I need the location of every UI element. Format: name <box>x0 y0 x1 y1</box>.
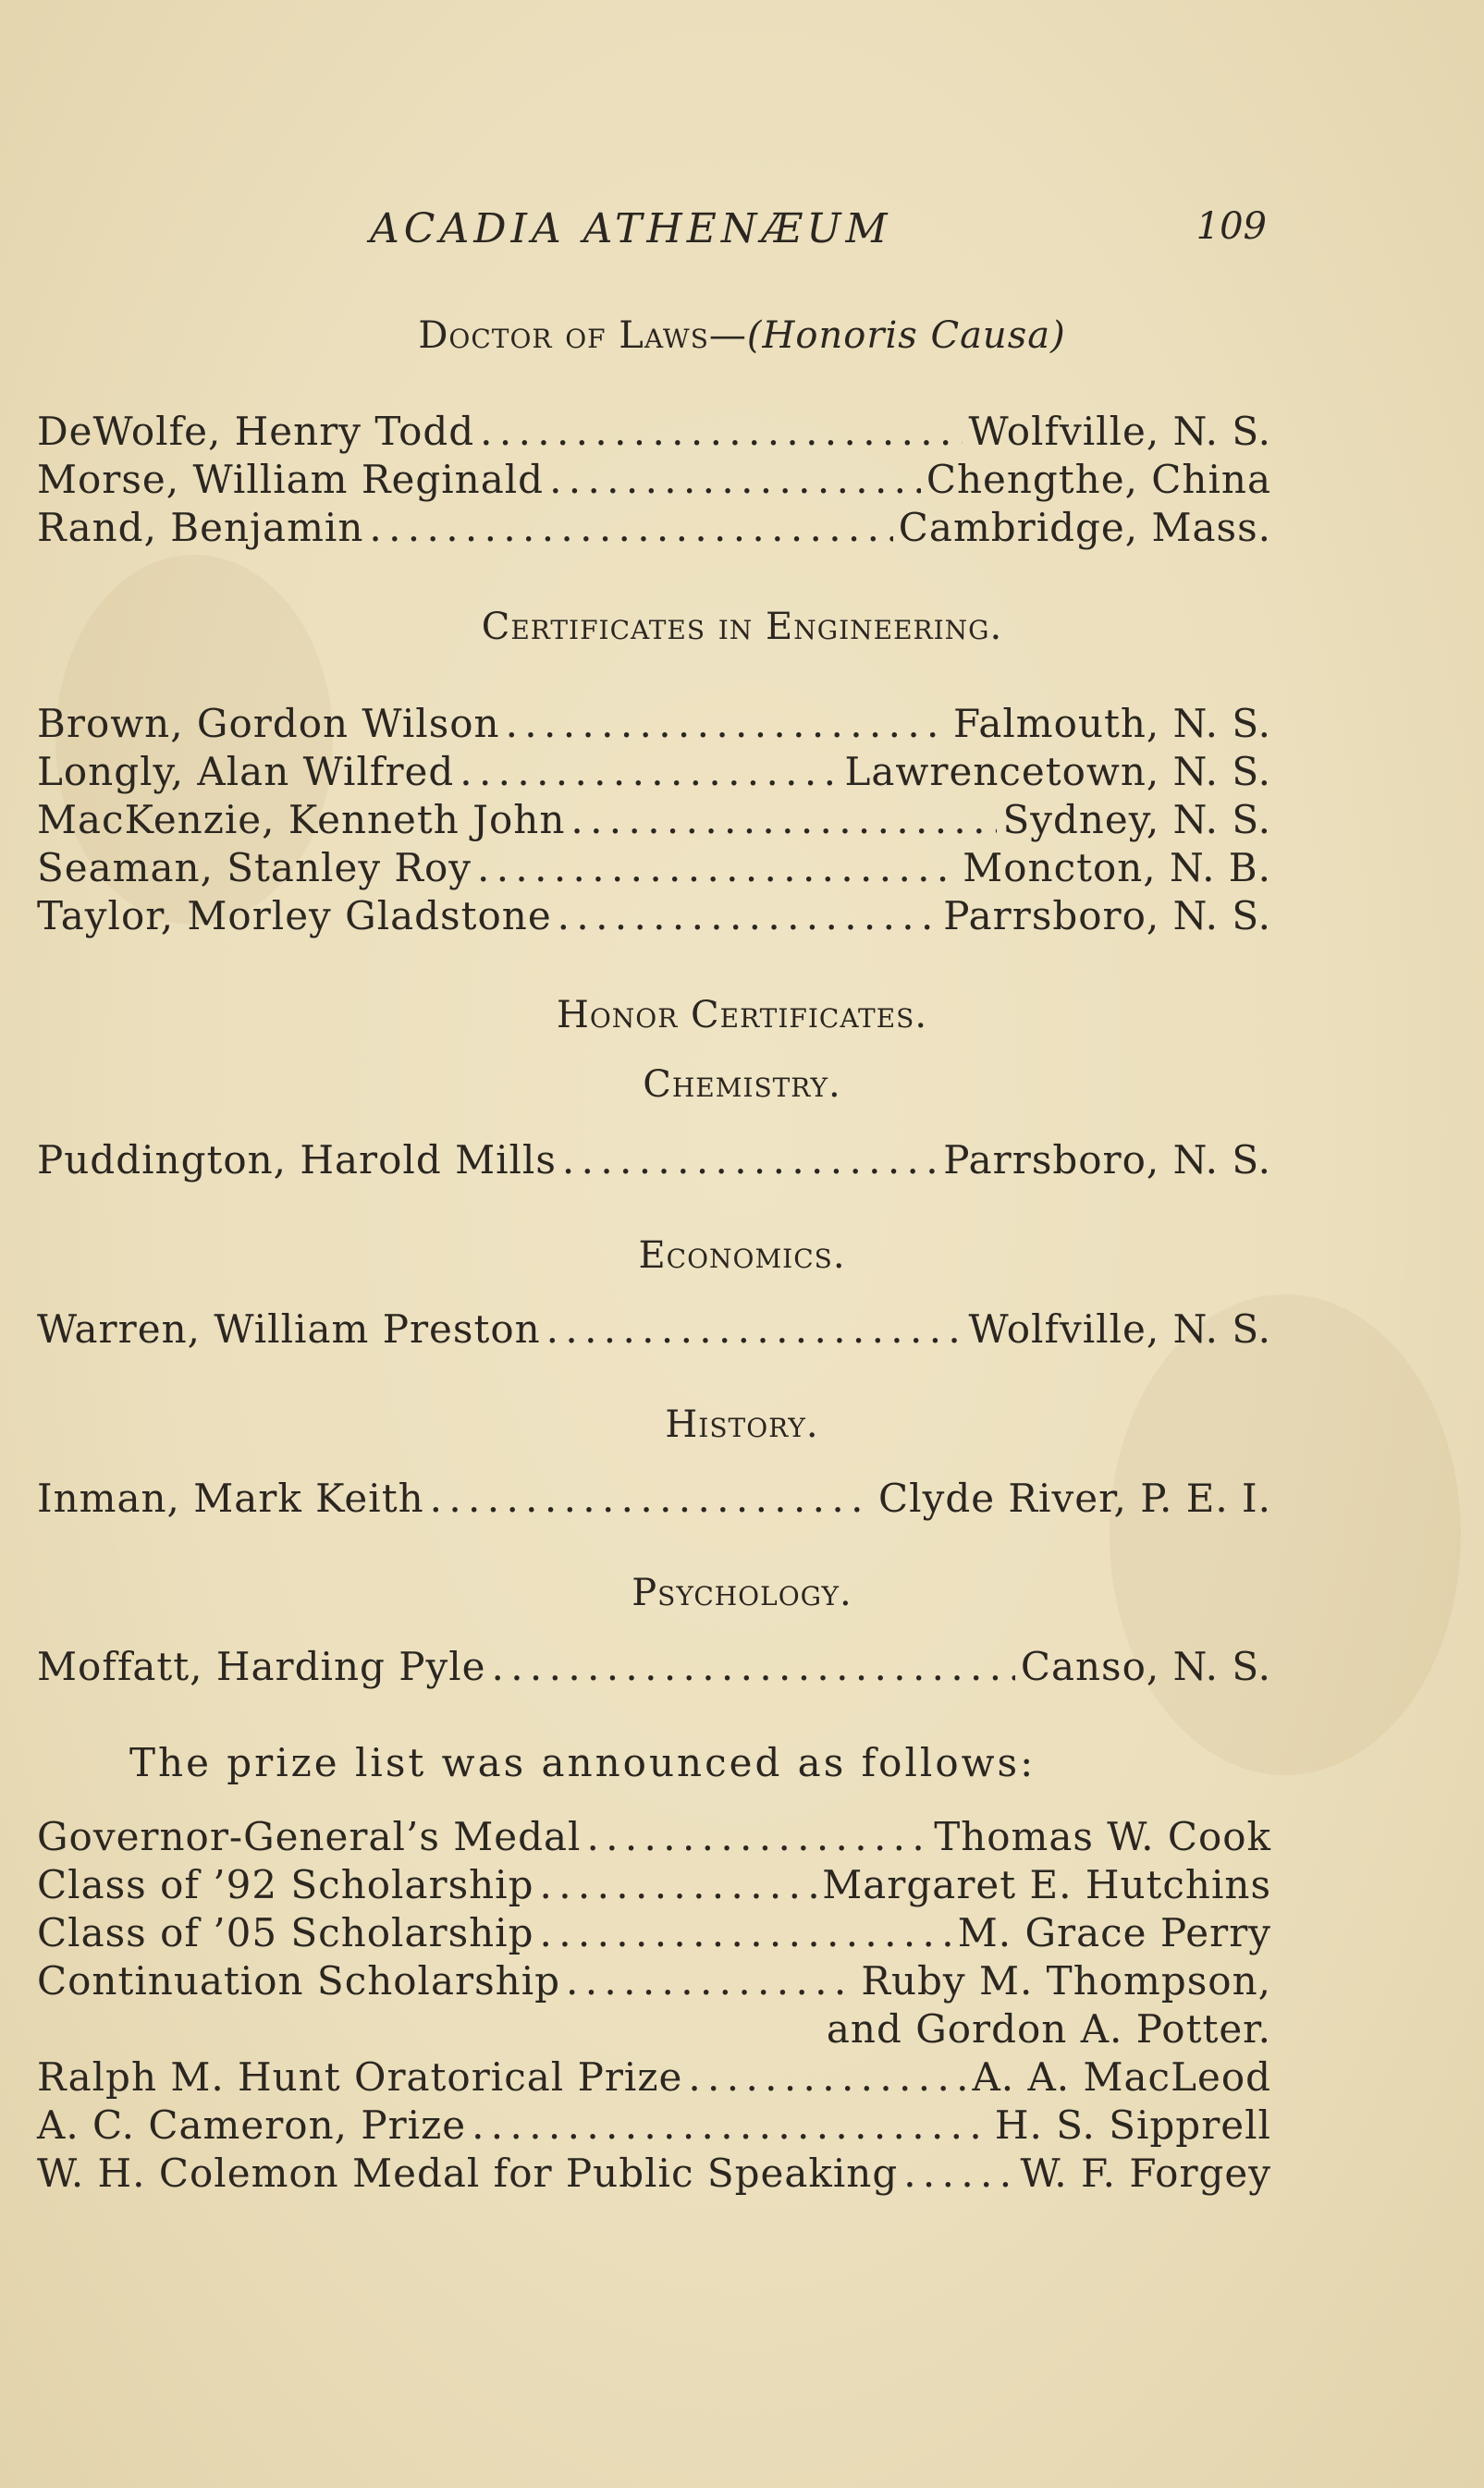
prize-winner-continuation: and Gordon A. Potter. <box>826 2006 1271 2052</box>
chemistry-heading <box>0 1063 1484 1106</box>
list-item <box>37 1862 1271 1910</box>
dot-leader <box>549 457 921 502</box>
dot-leader <box>506 701 948 746</box>
list-item <box>37 2054 1271 2102</box>
list-item <box>37 701 1271 749</box>
entry-place: Falmouth, N. S. <box>953 701 1271 746</box>
prize-name: Ralph M. Hunt Oratorical Prize <box>37 2054 683 2100</box>
engineering-heading-text: Certificates in Engineering. <box>481 606 1003 648</box>
doctor-of-laws-heading <box>0 314 1484 357</box>
entry-place: Canso, N. S. <box>1020 1644 1271 1689</box>
page-number: 109 <box>1196 205 1267 248</box>
prize-name: Class of ’92 Scholarship <box>37 1862 534 1907</box>
dot-leader <box>562 1137 938 1183</box>
prize-name: Governor-General’s Medal <box>37 1814 582 1859</box>
paper-stain <box>1110 1294 1461 1775</box>
entry-name: Longly, Alan Wilfred <box>37 749 455 794</box>
honoris-causa-text: (Honoris Causa) <box>746 314 1066 357</box>
entry-name: Puddington, Harold Mills <box>37 1137 557 1183</box>
dot-leader <box>460 749 839 794</box>
list-item <box>37 505 1271 553</box>
list-item <box>37 797 1271 845</box>
list-item <box>37 1644 1271 1692</box>
list-item <box>37 1814 1271 1862</box>
prize-name: A. C. Cameron, Prize <box>37 2102 467 2148</box>
dot-leader <box>472 2102 989 2148</box>
dot-leader <box>566 1958 855 2004</box>
prize-winner: A. A. MacLeod <box>972 2054 1271 2100</box>
entry-name: Inman, Mark Keith <box>37 1476 424 1521</box>
prize-winner: Thomas W. Cook <box>934 1814 1271 1859</box>
dot-leader <box>540 1910 952 1955</box>
history-heading <box>0 1403 1484 1446</box>
list-item <box>37 1306 1271 1354</box>
entry-place: Sydney, N. S. <box>1002 797 1271 842</box>
entry-name: MacKenzie, Kenneth John <box>37 797 566 842</box>
entry-place: Cambridge, Mass. <box>898 505 1271 550</box>
prize-name: Class of ’05 Scholarship <box>37 1910 534 1955</box>
honor-certificates-heading-text: Honor Certificates. <box>556 994 928 1036</box>
list-item <box>37 457 1271 505</box>
running-head <box>370 205 1267 261</box>
prize-winner: H. S. Sipprell <box>994 2102 1271 2148</box>
prize-winner: Ruby M. Thompson, <box>861 1958 1271 2004</box>
list-item <box>37 749 1271 797</box>
dot-leader <box>688 2054 966 2100</box>
list-item <box>37 893 1271 941</box>
prize-name: W. H. Colemon Medal for Public Speaking <box>37 2151 899 2196</box>
history-heading-text: History. <box>665 1403 819 1446</box>
dot-leader <box>430 1476 873 1521</box>
dot-leader <box>480 409 963 454</box>
entry-name: Rand, Benjamin <box>37 505 364 550</box>
dot-leader <box>586 1814 928 1859</box>
prize-winner: Margaret E. Hutchins <box>822 1862 1271 1907</box>
entry-place: Wolfville, N. S. <box>968 1306 1271 1352</box>
entry-place: Chengthe, China <box>926 457 1271 502</box>
entry-place: Moncton, N. B. <box>963 845 1271 890</box>
dot-leader <box>558 893 938 938</box>
psychology-heading <box>0 1572 1484 1614</box>
prize-list-intro: The prize list was announced as follows: <box>129 1740 1036 1785</box>
list-item <box>37 1476 1271 1524</box>
entry-name: Seaman, Stanley Roy <box>37 845 472 890</box>
honor-certificates-heading <box>0 994 1484 1036</box>
list-item <box>37 1958 1271 2006</box>
prize-winner: M. Grace Perry <box>957 1910 1271 1955</box>
prize-name: Continuation Scholarship <box>37 1958 561 2004</box>
list-item <box>37 845 1271 893</box>
doctor-of-laws-heading-text: Doctor of Laws— <box>418 314 747 357</box>
entry-name: Morse, William Reginald <box>37 457 545 502</box>
entry-place: Clyde River, P. E. I. <box>878 1476 1271 1521</box>
list-item <box>37 1137 1271 1185</box>
dot-leader <box>570 797 997 842</box>
list-item <box>37 2102 1271 2151</box>
dot-leader <box>546 1306 963 1352</box>
dot-leader <box>477 845 957 890</box>
dot-leader <box>540 1862 817 1907</box>
dot-leader <box>903 2151 1014 2196</box>
entry-name: Warren, William Preston <box>37 1306 541 1352</box>
economics-heading <box>0 1234 1484 1277</box>
dot-leader <box>492 1644 1015 1689</box>
entry-place: Lawrencetown, N. S. <box>844 749 1271 794</box>
chemistry-heading-text: Chemistry. <box>643 1063 841 1106</box>
entry-name: DeWolfe, Henry Todd <box>37 409 475 454</box>
dot-leader <box>369 505 892 550</box>
entry-place: Wolfville, N. S. <box>968 409 1271 454</box>
entry-place: Parrsboro, N. S. <box>943 1137 1271 1183</box>
entry-name: Brown, Gordon Wilson <box>37 701 500 746</box>
list-item <box>37 409 1271 457</box>
prize-winner: W. F. Forgey <box>1020 2151 1271 2196</box>
economics-heading-text: Economics. <box>638 1234 846 1277</box>
list-item <box>37 2151 1271 2199</box>
engineering-heading <box>0 606 1484 648</box>
journal-title: ACADIA ATHENÆUM <box>370 205 892 252</box>
entry-name: Moffatt, Harding Pyle <box>37 1644 486 1689</box>
entry-place: Parrsboro, N. S. <box>943 893 1271 938</box>
psychology-heading-text: Psychology. <box>632 1572 852 1614</box>
entry-name: Taylor, Morley Gladstone <box>37 893 552 938</box>
list-item <box>37 1910 1271 1958</box>
